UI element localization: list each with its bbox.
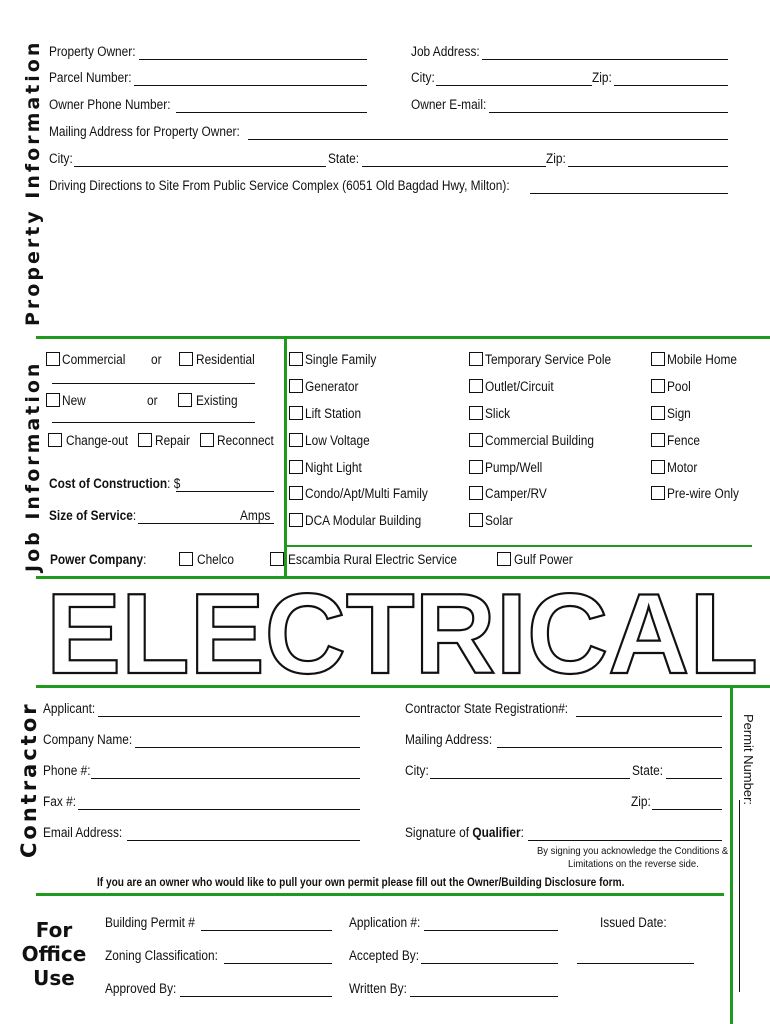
approved-by-field[interactable] — [180, 996, 332, 997]
phone-field[interactable] — [91, 778, 360, 779]
parcel-number-label: Parcel Number: — [49, 70, 132, 85]
col2-item-checkbox[interactable] — [469, 433, 483, 447]
signature-field[interactable] — [528, 840, 722, 841]
property-owner-field[interactable] — [139, 59, 367, 60]
building-permit-label: Building Permit # — [105, 915, 195, 930]
fax-field[interactable] — [78, 809, 360, 810]
repair-checkbox[interactable] — [138, 433, 152, 447]
gulf-power-label: Gulf Power — [514, 552, 573, 567]
cost-field[interactable] — [176, 491, 274, 492]
property-divider — [36, 336, 770, 339]
job-divider — [36, 576, 770, 579]
changeout-checkbox[interactable] — [48, 433, 62, 447]
job-column-divider — [284, 338, 287, 576]
mailing-address-field[interactable] — [248, 139, 728, 140]
amps-label: Amps — [240, 508, 271, 523]
office-use-title: For Office Use — [21, 918, 87, 990]
job-city-label: City: — [411, 70, 435, 85]
col1-item-label: Lift Station — [305, 406, 362, 421]
job-city-field[interactable] — [436, 85, 592, 86]
col2-item-label: Temporary Service Pole — [485, 352, 612, 367]
fax-label: Fax #: — [43, 794, 77, 809]
col2-item-label: Slick — [485, 406, 511, 421]
job-zip-label: Zip: — [592, 70, 612, 85]
acknowledge-line-2: Limitations on the reverse side. — [568, 858, 699, 870]
owner-zip-field[interactable] — [568, 166, 728, 167]
or-label-2: or — [147, 393, 158, 408]
col1-item-label: Night Light — [305, 460, 362, 475]
service-size-field[interactable] — [138, 523, 274, 524]
col3-item-checkbox[interactable] — [651, 433, 665, 447]
reconnect-checkbox[interactable] — [200, 433, 214, 447]
owner-phone-field[interactable] — [176, 112, 367, 113]
owner-email-field[interactable] — [489, 112, 728, 113]
directions-field[interactable] — [530, 193, 728, 194]
or-label-1: or — [151, 352, 162, 367]
application-label: Application #: — [349, 915, 421, 930]
owner-state-label: State: — [328, 151, 360, 166]
contractor-state-label: State: — [632, 763, 664, 778]
cost-label: Cost of Construction: $ — [49, 476, 181, 491]
col2-item-checkbox[interactable] — [469, 486, 483, 500]
escambia-checkbox[interactable] — [270, 552, 284, 566]
col2-item-checkbox[interactable] — [469, 406, 483, 420]
approved-by-label: Approved By: — [105, 981, 177, 996]
banner-divider — [36, 685, 770, 688]
owner-phone-label: Owner Phone Number: — [49, 97, 171, 112]
existing-label: Existing — [196, 393, 238, 408]
issued-date-label: Issued Date: — [600, 915, 667, 930]
col1-item-checkbox[interactable] — [289, 460, 303, 474]
owner-state-field[interactable] — [362, 166, 546, 167]
col3-item-label: Fence — [667, 433, 701, 448]
commercial-checkbox[interactable] — [46, 352, 60, 366]
email-label: Email Address: — [43, 825, 123, 840]
col3-item-label: Mobile Home — [667, 352, 737, 367]
company-name-field[interactable] — [135, 747, 360, 748]
col3-item-label: Pre-wire Only — [667, 486, 739, 501]
permit-number-label: Permit Number: — [741, 714, 756, 806]
chelco-label: Chelco — [197, 552, 234, 567]
col2-item-label: Pump/Well — [485, 460, 543, 475]
job-section-title: Job Information — [22, 360, 44, 572]
col3-item-checkbox[interactable] — [651, 486, 665, 500]
existing-checkbox[interactable] — [178, 393, 192, 407]
registration-label: Contractor State Registration#: — [405, 701, 569, 716]
col2-item-checkbox[interactable] — [469, 379, 483, 393]
col3-item-label: Pool — [667, 379, 691, 394]
reconnect-label: Reconnect — [217, 433, 274, 448]
job-type-separator — [52, 383, 255, 384]
owner-zip-label: Zip: — [546, 151, 566, 166]
job-inner-divider — [284, 545, 752, 547]
commercial-label: Commercial — [62, 352, 126, 367]
job-zip-field[interactable] — [614, 85, 728, 86]
contractor-mailing-label: Mailing Address: — [405, 732, 493, 747]
job-address-field[interactable] — [482, 59, 728, 60]
col1-item-label: Generator — [305, 379, 359, 394]
parcel-number-field[interactable] — [134, 85, 367, 86]
col1-item-label: Condo/Apt/Multi Family — [305, 486, 428, 501]
owner-city-label: City: — [49, 151, 73, 166]
written-by-field[interactable] — [410, 996, 558, 997]
col1-item-label: DCA Modular Building — [305, 513, 422, 528]
contractor-city-label: City: — [405, 763, 429, 778]
chelco-checkbox[interactable] — [179, 552, 193, 566]
col1-item-checkbox[interactable] — [289, 352, 303, 366]
registration-field[interactable] — [576, 716, 722, 717]
col1-item-checkbox[interactable] — [289, 486, 303, 500]
mailing-address-label: Mailing Address for Property Owner: — [49, 124, 240, 139]
zoning-label: Zoning Classification: — [105, 948, 218, 963]
contractor-mailing-field[interactable] — [497, 747, 722, 748]
electrical-banner — [38, 584, 766, 680]
owner-disclosure-notice: If you are an owner who would like to pull your own permit please fill out the Owner/Building Disclosure form. — [97, 877, 625, 889]
col3-item-checkbox[interactable] — [651, 406, 665, 420]
col2-item-checkbox[interactable] — [469, 352, 483, 366]
residential-checkbox[interactable] — [179, 352, 193, 366]
col3-item-checkbox[interactable] — [651, 379, 665, 393]
col1-item-checkbox[interactable] — [289, 513, 303, 527]
building-permit-field[interactable] — [201, 930, 332, 931]
power-company-label: Power Company: — [50, 552, 147, 567]
col2-item-label: Solar — [485, 513, 513, 528]
accepted-by-field[interactable] — [421, 963, 558, 964]
col1-item-checkbox[interactable] — [289, 379, 303, 393]
permit-column-divider — [730, 687, 733, 1024]
col1-item-checkbox[interactable] — [289, 406, 303, 420]
col2-item-label: Commercial Building — [485, 433, 594, 448]
written-by-label: Written By: — [349, 981, 407, 996]
col2-item-label: Outlet/Circuit — [485, 379, 554, 394]
permit-number-field[interactable] — [739, 800, 740, 992]
col3-item-checkbox[interactable] — [651, 352, 665, 366]
contractor-section-title: Contractor — [17, 701, 41, 858]
contractor-divider — [36, 893, 724, 896]
acknowledge-line-1: By signing you acknowledge the Conditions & — [537, 845, 729, 857]
contractor-zip-field[interactable] — [652, 809, 722, 810]
electrical-banner-text: ELECTRICAL — [46, 584, 758, 680]
col1-item-checkbox[interactable] — [289, 433, 303, 447]
escambia-label: Escambia Rural Electric Service — [288, 552, 458, 567]
service-size-label: Size of Service: — [49, 508, 137, 523]
accepted-by-label: Accepted By: — [349, 948, 420, 963]
owner-email-label: Owner E-mail: — [411, 97, 487, 112]
applicant-field[interactable] — [98, 716, 360, 717]
directions-label: Driving Directions to Site From Public Service Complex (6051 Old Bagdad Hwy, Milton): — [49, 178, 510, 193]
col2-item-checkbox[interactable] — [469, 513, 483, 527]
gulf-power-checkbox[interactable] — [497, 552, 511, 566]
application-field[interactable] — [424, 930, 558, 931]
email-field[interactable] — [127, 840, 360, 841]
job-address-label: Job Address: — [411, 44, 480, 59]
contractor-zip-label: Zip: — [631, 794, 651, 809]
applicant-label: Applicant: — [43, 701, 96, 716]
new-existing-separator — [52, 422, 255, 423]
repair-label: Repair — [155, 433, 191, 448]
col1-item-label: Single Family — [305, 352, 377, 367]
new-checkbox[interactable] — [46, 393, 60, 407]
issued-date-field[interactable] — [577, 963, 694, 964]
residential-label: Residential — [196, 352, 255, 367]
col2-item-label: Camper/RV — [485, 486, 547, 501]
phone-label: Phone #: — [43, 763, 91, 778]
company-name-label: Company Name: — [43, 732, 133, 747]
property-owner-label: Property Owner: — [49, 44, 136, 59]
col3-item-label: Motor — [667, 460, 698, 475]
changeout-label: Change-out — [66, 433, 129, 448]
col1-item-label: Low Voltage — [305, 433, 370, 448]
new-label: New — [62, 393, 86, 408]
zoning-field[interactable] — [224, 963, 332, 964]
col3-item-checkbox[interactable] — [651, 460, 665, 474]
owner-city-field[interactable] — [74, 166, 326, 167]
property-section-title: Property Information — [22, 39, 44, 326]
signature-label: Signature of Qualifier: — [405, 825, 524, 840]
contractor-state-field[interactable] — [666, 778, 722, 779]
col2-item-checkbox[interactable] — [469, 460, 483, 474]
contractor-city-field[interactable] — [430, 778, 630, 779]
col3-item-label: Sign — [667, 406, 691, 421]
